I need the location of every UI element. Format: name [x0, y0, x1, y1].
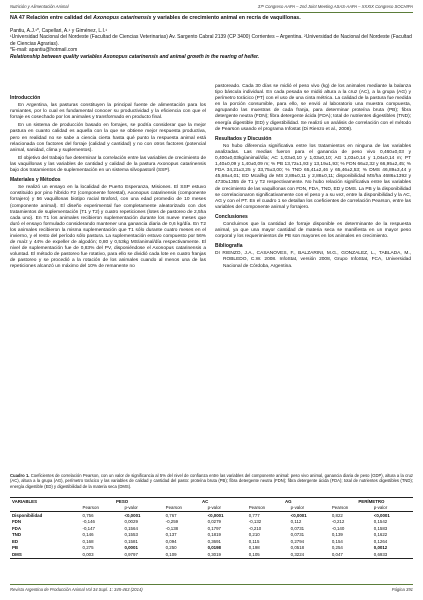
table-cell: 0,1542: [373, 519, 388, 525]
table-cell: -0,132: [248, 519, 262, 525]
table-cell: 0,3019: [206, 551, 247, 558]
author-email: *E-mail: apantiu@hotmail.com: [10, 47, 78, 54]
sub-header-cell: [10, 505, 81, 512]
page-number: Página 391: [391, 587, 413, 592]
sub-header-cell: Pearson: [81, 505, 123, 512]
running-header-right: 37º Congreso AAPA – 2nd Joint Meeting ASAS-AAPA – XXXIX Congreso SOCHIPA: [257, 4, 413, 9]
table-cell: 0,3691: [207, 538, 221, 544]
table-cell: 0,047: [330, 551, 372, 558]
sub-header-cell: Pearson: [164, 505, 206, 512]
table-cell: 0,9797: [122, 551, 163, 558]
results-heading: Resultados y Discusión: [215, 135, 272, 142]
right-column: [215, 84, 411, 272]
table-cell: 0,2794: [290, 538, 305, 544]
table-cell: 0,254: [331, 545, 343, 551]
methods-heading: Materiales y Métodos: [10, 177, 61, 184]
intro-heading: Introducción: [10, 95, 41, 101]
group-header-variables: VARIABLES: [10, 498, 81, 505]
article-title: [10, 15, 413, 22]
table-group-header: [10, 498, 413, 505]
title-species: Axonopus catarinensis: [93, 15, 152, 21]
reference-1: DI RIENZO, J.A., CASANOVES, F., BALZARINI, M.G., GONZALEZ, L., TABLADA, M., ROBLEDO, C.W. 2008. InfoStat, versión 2008, Grupo InfoStat, FCA, Universidad Nacional de Córdoba, Argentina.: [215, 251, 411, 269]
sub-header-cell: p-valor: [372, 505, 413, 512]
table-cell: 0,767: [165, 512, 177, 518]
conclusions-heading: Conclusiones: [215, 213, 248, 220]
header-rule: [10, 12, 413, 13]
table-cell: 0,777: [248, 512, 260, 518]
methods-continued: pastoreado. Cada 30 días se midió el peso vivo (kg) de los animales mediante la balanza tipo báscula individual. En cada pesada se midió altura a la cruz (AC), a la grupa (AG) y perímetro torácico (PT) con el uso de una cinta métrica. La calidad de la pastura fue medida en la porción consumible, para ello, se envió al laboratorio una muestra compuesta, agrupando las muestras de cada franja, para determinar proteína bruta (PB); fibra detergente neutra (FDN); fibra detergente ácida (FDA); total de nutrientes digestibles (TND); energía digestible (ED) y digestibilidad. Se realizó un análisis de correlación con el método de Pearson usando el programa Infostat (Di Rienzo et al., 2008).: [215, 84, 411, 132]
sub-header-cell: Pearson: [247, 505, 289, 512]
table-caption: [10, 473, 413, 489]
table-cell: 0,0012: [373, 545, 388, 551]
table-cell: 0,109: [164, 551, 206, 558]
table-cell: FDA: [12, 525, 22, 531]
table-cell: 0,756: [82, 512, 94, 518]
group-header-ag: AG: [247, 498, 330, 505]
table-cell: -0,140: [331, 525, 345, 531]
table-cell: 0,139: [331, 532, 343, 538]
group-header-ac: AC: [164, 498, 247, 505]
table-cell: 0,250: [165, 545, 177, 551]
table-cell: 0,0001: [124, 545, 138, 551]
table-cell: Disponibilidad: [12, 512, 43, 518]
table-caption-label: Cuadro 1.: [10, 473, 30, 478]
footer-rule: [10, 584, 413, 585]
table-cell: 0,094: [165, 538, 177, 544]
table-cell: 0,0518: [290, 545, 305, 551]
table-cell: -0,146: [82, 519, 95, 525]
table-row: [10, 551, 413, 558]
left-column: [10, 92, 206, 273]
table-cell: 0,1581: [124, 538, 138, 544]
sub-header-cell: p-valor: [289, 505, 330, 512]
methods-paragraph-1: Se realizó un ensayo en la localidad de Puerto Esperanza, Misiones. El SSP estuvo constituido por pino híbrido F2 (componente forestal), Axonopus catarinensis (componente forrajero) y 56 vaquillonas biotipo racial Braford, con una edad promedio de 10 meses (componente animal). El diseño experimental fue completamente aleatorizado con dos tratamientos de suplementación (T1 y T2) y cuatro repeticiones (lotes de pastoreo de 2,5ha cada uno). En T1 los animales recibieron suplementación durante los nueve meses que duró el ensayo formulado considerando mantener una ganancia diaria de 0,6 kg/día. En T2 los animales recibieron la misma suplementación que T1 sólo durante cuatro meses en el invierno, y el resto del período sólo pastura. La suplementación estuvo compuesto por 56% de maíz y 44% de expeller de algodón; 0,80 y 0,53kg MS/animal/día respectivamente. El nivel de suplementación fue de 0,83% del PV, disponiéndose el Axonopus catarinensis a voluntad. El método de pastoreo fue rotativo, para ello se dividió cada lote en cuatro franjas de pastoreo y se procedió a la rotación de los animales cuando al menos una de las repeticiones alcanzó un máximo del 10% de remanente no: [10, 185, 206, 270]
table-cell: 0,1819: [207, 532, 221, 538]
table-cell: 0,1564: [124, 525, 138, 531]
table-cell: 0,3224: [289, 551, 330, 558]
sub-header-cell: p-valor: [206, 505, 247, 512]
table-cell: DMS: [10, 551, 81, 558]
table-cell: 0,198: [248, 545, 260, 551]
table-cell: -0,138: [165, 525, 179, 531]
table-cell: 0,0731: [290, 525, 305, 531]
table-cell: 0,146: [82, 532, 94, 538]
affiliation: ¹Universidad Nacional del Nordeste (Facultad de Ciencias Veterinarias) Av. Sargento Cabral 2139 (CP 3400) Corrientes – Argentina. ²Universidad de Nacional del Nordeste (Facultad de Ciencias Agrarias).: [10, 34, 412, 47]
table-cell: <0,0001: [207, 512, 224, 518]
table-sub-header: [10, 505, 413, 512]
title-prefix: NA 47 Relación entre calidad del: [10, 15, 94, 21]
title-suffix: y variables de crecimiento animal en recría de vaquillonas.: [151, 15, 301, 21]
group-header-peso: PESO: [81, 498, 164, 505]
author-list: Pantiu, A.J.¹*, Capellari, A.¹ y Giménez, L.I.¹: [10, 28, 107, 34]
author-block: [10, 22, 413, 60]
table-cell: 0,1583: [373, 525, 388, 531]
table-cell: 0,1553: [124, 532, 138, 538]
table-cell: 0,0029: [124, 519, 138, 525]
table-cell: 0,1622: [373, 532, 388, 538]
table-cell: -0,212: [331, 519, 345, 525]
table-cell: ED: [12, 538, 19, 544]
table-cell: 0,112: [290, 519, 302, 525]
table-cell: FDN: [12, 519, 22, 525]
table-cell: 0,154: [331, 538, 343, 544]
table-cell: 0,210: [248, 532, 260, 538]
journal-citation: Revista Argentina de Producción Animal Vol 34 Supl. 1: 345-463 (2014): [10, 587, 143, 592]
table-cell: -0,259: [165, 519, 179, 525]
sub-header-cell: Pearson: [330, 505, 372, 512]
sub-header-cell: p-valor: [122, 505, 163, 512]
conclusions-paragraph-1: Concluimos que la cantidad de forraje disponible es determinante de la respuesta animal, ya que una mayor cantidad de materia seca se manifiesta en un mayor peso corporal y los requerimientos de PB son mayores en los animales en crecimiento.: [215, 221, 411, 240]
table-cell: <0,0001: [124, 512, 141, 518]
table-caption-text: Coeficientes de correlación Pearson, con un valor de significancia al 5% del nivel de confianza entre las variables del componente animal: peso vivo animal, ganancia diaria de peso (GDP), altura a la cruz (AC), altura a la grupa (AG), perímetro torácico y las variables de calidad y cantidad del pasto: proteína bruta (PB); fibra detergente neutra (FDN); fibra detergente ácida (FDA); total de nutrientes digestibles (TND); energía digestible (ED) y digestibilidad de la materia seca (DMS).: [10, 473, 413, 489]
table-cell: 0,275: [82, 545, 94, 551]
table-cell: 0,168: [82, 538, 94, 544]
bibliography-heading: Bibliografía: [215, 243, 243, 250]
table-cell: TND: [12, 532, 22, 538]
table-cell: 0,137: [165, 532, 177, 538]
table-cell: 0,115: [248, 538, 260, 544]
english-title: Relationship between quality variables Axonopus catarinensis and animal growth in the rearing of heifer.: [10, 53, 260, 60]
table-row: [10, 512, 413, 519]
table-cell: -0,147: [82, 525, 95, 531]
group-header-perimetro: PERÍMETRO: [330, 498, 413, 505]
table-cell: 0,105: [247, 551, 289, 558]
table-cell: 0,822: [331, 512, 343, 518]
table-cell: 0,0279: [207, 519, 221, 525]
intro-paragraph-2: En un sistema de producción basado en forrajes, se podría considerar que la mejor pastura en cuanto calidad es aquella con la que se obtiene mejor respuesta productiva, pero en realidad no se sabe a ciencia cierta hasta qué punto la respuesta animal está relacionada con factores del forraje (calidad y cantidad) y no con otros factores (potencial animal, sanidad, clima y suplementos).: [10, 123, 206, 153]
table-cell: 0,003: [81, 551, 123, 558]
running-header-left: Nutrición y Alimentación Animal: [10, 4, 69, 9]
table-cell: -0,210: [248, 525, 262, 531]
table-cell: <0,0001: [290, 512, 307, 518]
intro-paragraph-1: En Argentina, las pasturas constituyen la principal fuente de alimentación para los rumiantes, por lo cual es fundamental conocer su productividad y la eficiencia con que el forraje es cosechado por los animales y transformado en producto final.: [10, 103, 206, 121]
table-cell: 0,0731: [290, 532, 305, 538]
intro-paragraph-3: El objetivo del trabajo fue determinar la correlación entre las variables de crecimiento de las vaquillonas y las variables de cantidad y calidad de la pastura Axonopus catarinensis bajo dos tratamientos de suplementación en un sistema silvopastoril (SSP).: [10, 155, 206, 174]
table-cell: 0,1264: [373, 538, 388, 544]
correlation-table: [10, 497, 413, 559]
table-cell: <0,0001: [373, 512, 390, 518]
table-cell: 0,0198: [207, 545, 221, 551]
table-cell: 0,1797: [207, 525, 221, 531]
table-cell: PB: [12, 545, 19, 551]
results-paragraph-1: No hubo diferencia significativa entre los tratamientos en ninguna de las variables analizadas. Las medias fueron para el ganancia de peso vivo 0,460±0,03 y 0,400±0,03kg/animal/día; AC 1,03±0,10 y 1,03±0,10; AG 1,03±0,14 y 1,04±0,14 m; PT 1,40±0,09 y 1,40±0,09 m; % PB 13,72±1,93 y 13,19±1,93; % FDN 66±2,32 y 66,95±2,45; % FDA 34,21±3,25 y 33,75±3,00; % TND 65,41±2,46 y 65,46±2,53; % DMS 46,89±3,44 y 45,68±4,01; ED Mcal/kg de MS 2,89±0,11 y 2,88±0,11; disponibilidad MS/ha 4686±1392 y 4730±1355 de T1 y T2 respectivamente. No hubo relación significativa entre las variables de crecimiento de las vaquillonas con FDN, FDA, TND, ED y DMS. La PB y la disponibilidad se correlacionaron significativamente con el peso y a su vez, entre la disponibilidad y la AC, AG y con el PT. En el cuadro 1 se detallan los coeficientes de correlación Pearson, entre las variables del componente animal y forrajero.: [215, 143, 411, 210]
table-cell: 0,6933: [372, 551, 413, 558]
